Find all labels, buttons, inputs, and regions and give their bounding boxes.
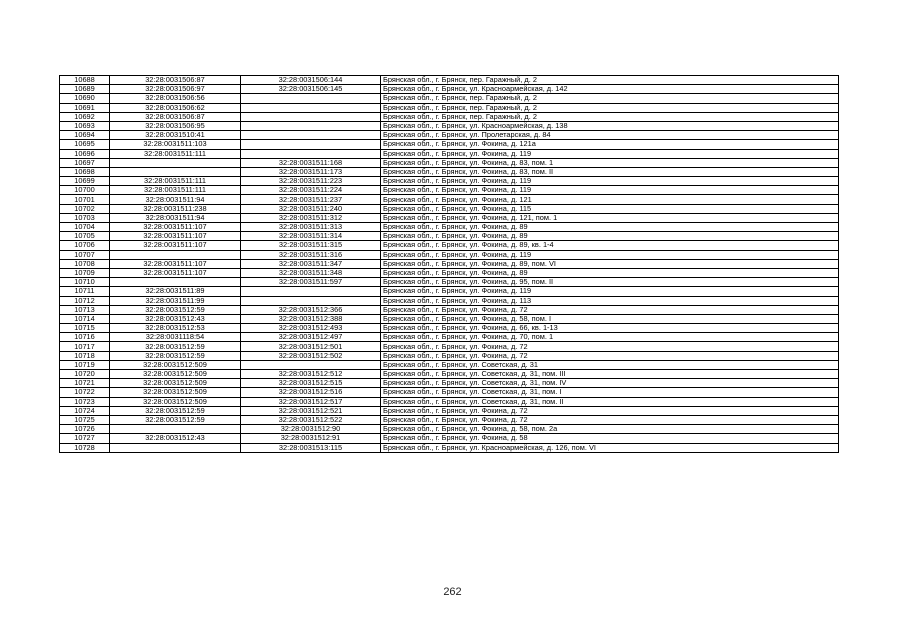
parcel-cadastral-number-cell: 32:28:0031511:103 — [110, 140, 241, 149]
registry-table-body — [60, 76, 839, 453]
parcel-cadastral-number-cell: 32:28:0031512:509 — [110, 360, 241, 369]
parcel-cadastral-number-cell: 32:28:0031511:107 — [110, 232, 241, 241]
table-row — [60, 360, 839, 369]
parcel-cadastral-number-cell — [110, 250, 241, 259]
address-cell: Брянская обл., г. Брянск, ул. Фокина, д. 72 — [381, 305, 839, 314]
object-cadastral-number-cell: 32:28:0031511:312 — [241, 213, 381, 222]
address-cell: Брянская обл., г. Брянск, ул. Красноармейская, д. 126, пом. VI — [381, 443, 839, 452]
row-number-cell: 10688 — [60, 76, 110, 85]
table-row — [60, 406, 839, 415]
parcel-cadastral-number-cell: 32:28:0031506:56 — [110, 94, 241, 103]
row-number-cell: 10710 — [60, 278, 110, 287]
object-cadastral-number-cell: 32:28:0031512:91 — [241, 434, 381, 443]
parcel-cadastral-number-cell: 32:28:0031512:59 — [110, 342, 241, 351]
row-number-cell: 10701 — [60, 195, 110, 204]
object-cadastral-number-cell: 32:28:0031511:597 — [241, 278, 381, 287]
parcel-cadastral-number-cell: 32:28:0031511:107 — [110, 259, 241, 268]
table-row — [60, 388, 839, 397]
object-cadastral-number-cell: 32:28:0031511:347 — [241, 259, 381, 268]
object-cadastral-number-cell: 32:28:0031506:145 — [241, 85, 381, 94]
row-number-cell: 10725 — [60, 415, 110, 424]
table-row — [60, 241, 839, 250]
object-cadastral-number-cell: 32:28:0031512:388 — [241, 314, 381, 323]
row-number-cell: 10721 — [60, 379, 110, 388]
table-row — [60, 443, 839, 452]
table-row — [60, 342, 839, 351]
table-row — [60, 278, 839, 287]
table-row — [60, 333, 839, 342]
parcel-cadastral-number-cell: 32:28:0031511:111 — [110, 186, 241, 195]
table-row — [60, 158, 839, 167]
table-row — [60, 103, 839, 112]
object-cadastral-number-cell: 32:28:0031512:501 — [241, 342, 381, 351]
table-row — [60, 112, 839, 121]
row-number-cell: 10726 — [60, 425, 110, 434]
table-row — [60, 415, 839, 424]
table-row — [60, 204, 839, 213]
address-cell: Брянская обл., г. Брянск, ул. Красноармейская, д. 138 — [381, 121, 839, 130]
table-row — [60, 223, 839, 232]
row-number-cell: 10702 — [60, 204, 110, 213]
parcel-cadastral-number-cell: 32:28:0031511:89 — [110, 287, 241, 296]
row-number-cell: 10690 — [60, 94, 110, 103]
row-number-cell: 10728 — [60, 443, 110, 452]
address-cell: Брянская обл., г. Брянск, ул. Фокина, д. 72 — [381, 415, 839, 424]
table-row — [60, 195, 839, 204]
row-number-cell: 10720 — [60, 370, 110, 379]
table-row — [60, 259, 839, 268]
object-cadastral-number-cell: 32:28:0031506:144 — [241, 76, 381, 85]
address-cell: Брянская обл., г. Брянск, ул. Фокина, д. 121а — [381, 140, 839, 149]
address-cell: Брянская обл., г. Брянск, ул. Фокина, д. 72 — [381, 342, 839, 351]
address-cell: Брянская обл., г. Брянск, ул. Советская, д. 31, пом. II — [381, 397, 839, 406]
object-cadastral-number-cell: 32:28:0031511:223 — [241, 177, 381, 186]
row-number-cell: 10705 — [60, 232, 110, 241]
object-cadastral-number-cell: 32:28:0031511:168 — [241, 158, 381, 167]
parcel-cadastral-number-cell: 32:28:0031118:54 — [110, 333, 241, 342]
parcel-cadastral-number-cell: 32:28:0031512:59 — [110, 351, 241, 360]
address-cell: Брянская обл., г. Брянск, ул. Фокина, д. 89 — [381, 232, 839, 241]
table-row — [60, 250, 839, 259]
address-cell: Брянская обл., г. Брянск, ул. Фокина, д. 121 — [381, 195, 839, 204]
object-cadastral-number-cell: 32:28:0031511:315 — [241, 241, 381, 250]
parcel-cadastral-number-cell: 32:28:0031511:111 — [110, 177, 241, 186]
table-row — [60, 397, 839, 406]
row-number-cell: 10706 — [60, 241, 110, 250]
row-number-cell: 10691 — [60, 103, 110, 112]
table-row — [60, 434, 839, 443]
address-cell: Брянская обл., г. Брянск, ул. Фокина, д. 66, кв. 1-13 — [381, 324, 839, 333]
row-number-cell: 10700 — [60, 186, 110, 195]
address-cell: Брянская обл., г. Брянск, ул. Фокина, д. 58, пом. 2а — [381, 425, 839, 434]
object-cadastral-number-cell — [241, 287, 381, 296]
parcel-cadastral-number-cell: 32:28:0031506:95 — [110, 121, 241, 130]
address-cell: Брянская обл., г. Брянск, ул. Фокина, д. 89 — [381, 223, 839, 232]
parcel-cadastral-number-cell: 32:28:0031511:107 — [110, 223, 241, 232]
parcel-cadastral-number-cell — [110, 425, 241, 434]
address-cell: Брянская обл., г. Брянск, ул. Фокина, д. 70, пом. 1 — [381, 333, 839, 342]
row-number-cell: 10695 — [60, 140, 110, 149]
object-cadastral-number-cell: 32:28:0031511:237 — [241, 195, 381, 204]
address-cell: Брянская обл., г. Брянск, ул. Фокина, д. 72 — [381, 351, 839, 360]
object-cadastral-number-cell: 32:28:0031512:516 — [241, 388, 381, 397]
table-row — [60, 232, 839, 241]
object-cadastral-number-cell: 32:28:0031511:348 — [241, 268, 381, 277]
address-cell: Брянская обл., г. Брянск, ул. Фокина, д. 119 — [381, 287, 839, 296]
parcel-cadastral-number-cell: 32:28:0031511:99 — [110, 296, 241, 305]
object-cadastral-number-cell: 32:28:0031512:512 — [241, 370, 381, 379]
row-number-cell: 10692 — [60, 112, 110, 121]
object-cadastral-number-cell — [241, 103, 381, 112]
parcel-cadastral-number-cell: 32:28:0031512:59 — [110, 305, 241, 314]
parcel-cadastral-number-cell: 32:28:0031511:111 — [110, 149, 241, 158]
object-cadastral-number-cell — [241, 131, 381, 140]
parcel-cadastral-number-cell: 32:28:0031512:59 — [110, 406, 241, 415]
address-cell: Брянская обл., г. Брянск, ул. Фокина, д. 119 — [381, 177, 839, 186]
object-cadastral-number-cell: 32:28:0031511:316 — [241, 250, 381, 259]
address-cell: Брянская обл., г. Брянск, ул. Фокина, д. 89, кв. 1-4 — [381, 241, 839, 250]
address-cell: Брянская обл., г. Брянск, ул. Фокина, д. 119 — [381, 186, 839, 195]
table-row — [60, 324, 839, 333]
address-cell: Брянская обл., г. Брянск, ул. Фокина, д. 95, пом. II — [381, 278, 839, 287]
object-cadastral-number-cell: 32:28:0031512:366 — [241, 305, 381, 314]
page-number: 262 — [443, 586, 462, 598]
object-cadastral-number-cell — [241, 149, 381, 158]
parcel-cadastral-number-cell — [110, 278, 241, 287]
row-number-cell: 10716 — [60, 333, 110, 342]
row-number-cell: 10696 — [60, 149, 110, 158]
address-cell: Брянская обл., г. Брянск, ул. Фокина, д. 83, пом. II — [381, 167, 839, 176]
object-cadastral-number-cell: 32:28:0031512:517 — [241, 397, 381, 406]
table-row — [60, 425, 839, 434]
row-number-cell: 10727 — [60, 434, 110, 443]
row-number-cell: 10718 — [60, 351, 110, 360]
address-cell: Брянская обл., г. Брянск, ул. Фокина, д. 72 — [381, 406, 839, 415]
address-cell: Брянская обл., г. Брянск, ул. Советская, д. 31, пом. I — [381, 388, 839, 397]
address-cell: Брянская обл., г. Брянск, ул. Фокина, д. 58 — [381, 434, 839, 443]
row-number-cell: 10711 — [60, 287, 110, 296]
row-number-cell: 10715 — [60, 324, 110, 333]
table-row — [60, 85, 839, 94]
table-row — [60, 186, 839, 195]
row-number-cell: 10709 — [60, 268, 110, 277]
parcel-cadastral-number-cell: 32:28:0031512:509 — [110, 379, 241, 388]
row-number-cell: 10693 — [60, 121, 110, 130]
table-row — [60, 351, 839, 360]
row-number-cell: 10704 — [60, 223, 110, 232]
parcel-cadastral-number-cell: 32:28:0031506:62 — [110, 103, 241, 112]
address-cell: Брянская обл., г. Брянск, ул. Пролетарская, д. 84 — [381, 131, 839, 140]
table-row — [60, 121, 839, 130]
parcel-cadastral-number-cell — [110, 443, 241, 452]
parcel-cadastral-number-cell: 32:28:0031512:509 — [110, 370, 241, 379]
object-cadastral-number-cell — [241, 360, 381, 369]
table-row — [60, 379, 839, 388]
table-row — [60, 268, 839, 277]
parcel-cadastral-number-cell: 32:28:0031511:94 — [110, 195, 241, 204]
table-row — [60, 370, 839, 379]
row-number-cell: 10714 — [60, 314, 110, 323]
row-number-cell: 10697 — [60, 158, 110, 167]
table-row — [60, 296, 839, 305]
address-cell: Брянская обл., г. Брянск, ул. Фокина, д. 119 — [381, 250, 839, 259]
parcel-cadastral-number-cell: 32:28:0031510:41 — [110, 131, 241, 140]
address-cell: Брянская обл., г. Брянск, ул. Советская, д. 31, пом. IV — [381, 379, 839, 388]
row-number-cell: 10723 — [60, 397, 110, 406]
table-row — [60, 149, 839, 158]
object-cadastral-number-cell: 32:28:0031511:173 — [241, 167, 381, 176]
object-cadastral-number-cell: 32:28:0031511:314 — [241, 232, 381, 241]
parcel-cadastral-number-cell: 32:28:0031511:107 — [110, 268, 241, 277]
row-number-cell: 10699 — [60, 177, 110, 186]
address-cell: Брянская обл., г. Брянск, ул. Фокина, д. 115 — [381, 204, 839, 213]
object-cadastral-number-cell: 32:28:0031511:224 — [241, 186, 381, 195]
object-cadastral-number-cell: 32:28:0031512:502 — [241, 351, 381, 360]
parcel-cadastral-number-cell: 32:28:0031512:43 — [110, 314, 241, 323]
table-row — [60, 287, 839, 296]
object-cadastral-number-cell — [241, 94, 381, 103]
object-cadastral-number-cell: 32:28:0031512:521 — [241, 406, 381, 415]
table-row — [60, 131, 839, 140]
table-row — [60, 140, 839, 149]
object-cadastral-number-cell: 32:28:0031511:240 — [241, 204, 381, 213]
row-number-cell: 10689 — [60, 85, 110, 94]
row-number-cell: 10698 — [60, 167, 110, 176]
parcel-cadastral-number-cell: 32:28:0031512:509 — [110, 397, 241, 406]
table-row — [60, 213, 839, 222]
object-cadastral-number-cell — [241, 121, 381, 130]
row-number-cell: 10712 — [60, 296, 110, 305]
row-number-cell: 10707 — [60, 250, 110, 259]
table-row — [60, 94, 839, 103]
address-cell: Брянская обл., г. Брянск, пер. Гаражный, д. 2 — [381, 112, 839, 121]
address-cell: Брянская обл., г. Брянск, ул. Фокина, д. 119 — [381, 149, 839, 158]
row-number-cell: 10713 — [60, 305, 110, 314]
object-cadastral-number-cell: 32:28:0031513:115 — [241, 443, 381, 452]
row-number-cell: 10722 — [60, 388, 110, 397]
parcel-cadastral-number-cell: 32:28:0031512:59 — [110, 415, 241, 424]
address-cell: Брянская обл., г. Брянск, пер. Гаражный, д. 2 — [381, 76, 839, 85]
address-cell: Брянская обл., г. Брянск, ул. Фокина, д. 89, пом. VI — [381, 259, 839, 268]
parcel-cadastral-number-cell: 32:28:0031511:238 — [110, 204, 241, 213]
parcel-cadastral-number-cell — [110, 167, 241, 176]
object-cadastral-number-cell: 32:28:0031511:313 — [241, 223, 381, 232]
object-cadastral-number-cell — [241, 296, 381, 305]
parcel-cadastral-number-cell: 32:28:0031506:87 — [110, 112, 241, 121]
cadastral-registry-table — [59, 75, 839, 453]
object-cadastral-number-cell: 32:28:0031512:90 — [241, 425, 381, 434]
row-number-cell: 10717 — [60, 342, 110, 351]
object-cadastral-number-cell — [241, 112, 381, 121]
object-cadastral-number-cell: 32:28:0031512:493 — [241, 324, 381, 333]
parcel-cadastral-number-cell: 32:28:0031511:107 — [110, 241, 241, 250]
parcel-cadastral-number-cell — [110, 158, 241, 167]
row-number-cell: 10719 — [60, 360, 110, 369]
parcel-cadastral-number-cell: 32:28:0031512:509 — [110, 388, 241, 397]
table-row — [60, 167, 839, 176]
table-row — [60, 177, 839, 186]
parcel-cadastral-number-cell: 32:28:0031511:94 — [110, 213, 241, 222]
address-cell: Брянская обл., г. Брянск, пер. Гаражный, д. 2 — [381, 94, 839, 103]
row-number-cell: 10694 — [60, 131, 110, 140]
row-number-cell: 10708 — [60, 259, 110, 268]
address-cell: Брянская обл., г. Брянск, ул. Красноармейская, д. 142 — [381, 85, 839, 94]
address-cell: Брянская обл., г. Брянск, пер. Гаражный, д. 2 — [381, 103, 839, 112]
address-cell: Брянская обл., г. Брянск, ул. Фокина, д. 58, пом. I — [381, 314, 839, 323]
object-cadastral-number-cell: 32:28:0031512:515 — [241, 379, 381, 388]
object-cadastral-number-cell: 32:28:0031512:522 — [241, 415, 381, 424]
row-number-cell: 10703 — [60, 213, 110, 222]
object-cadastral-number-cell: 32:28:0031512:497 — [241, 333, 381, 342]
address-cell: Брянская обл., г. Брянск, ул. Фокина, д. 83, пом. 1 — [381, 158, 839, 167]
table-row — [60, 76, 839, 85]
address-cell: Брянская обл., г. Брянск, ул. Фокина, д. 121, пом. 1 — [381, 213, 839, 222]
address-cell: Брянская обл., г. Брянск, ул. Фокина, д. 113 — [381, 296, 839, 305]
address-cell: Брянская обл., г. Брянск, ул. Советская, д. 31 — [381, 360, 839, 369]
row-number-cell: 10724 — [60, 406, 110, 415]
parcel-cadastral-number-cell: 32:28:0031506:87 — [110, 76, 241, 85]
object-cadastral-number-cell — [241, 140, 381, 149]
table-row — [60, 305, 839, 314]
table-row — [60, 314, 839, 323]
parcel-cadastral-number-cell: 32:28:0031506:97 — [110, 85, 241, 94]
parcel-cadastral-number-cell: 32:28:0031512:53 — [110, 324, 241, 333]
parcel-cadastral-number-cell: 32:28:0031512:43 — [110, 434, 241, 443]
address-cell: Брянская обл., г. Брянск, ул. Фокина, д. 89 — [381, 268, 839, 277]
address-cell: Брянская обл., г. Брянск, ул. Советская, д. 31, пом. III — [381, 370, 839, 379]
